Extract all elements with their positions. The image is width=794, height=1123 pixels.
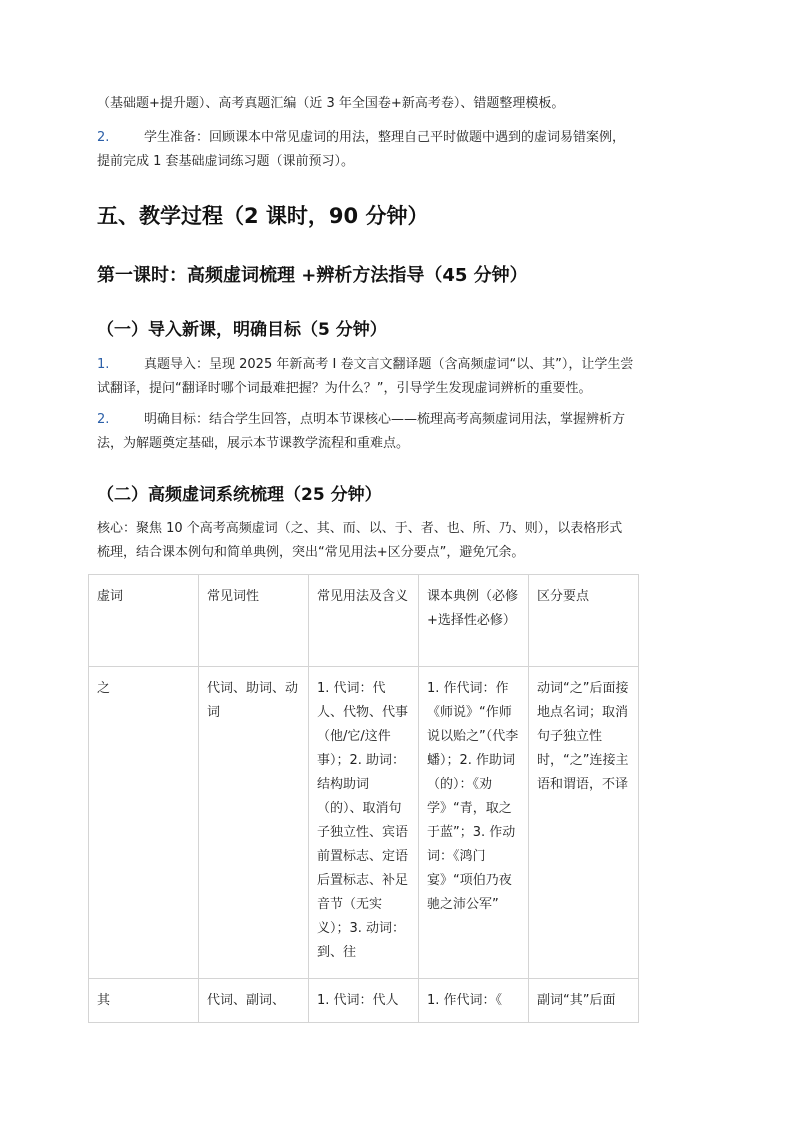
list-text: 明确目标：结合学生回答，点明本节课核心——梳理高考高频虚词用法，掌握辨析方 bbox=[144, 412, 626, 427]
table-cell-example: 1. 作代词：作《师说》“作师说以贻之”（代李蟠）；2. 作助词（的）：《劝学》“青，取之于蓝”；3. 作动词：《鸿门宴》“项伯乃夜驰之沛公军” bbox=[419, 667, 529, 979]
table-cell-word: 其 bbox=[89, 979, 199, 1023]
table-cell-pos: 代词、助词、动词 bbox=[199, 667, 309, 979]
intro-text-continuation: 梳理，结合课本例句和简单典例，突出“常见用法+区分要点”，避免冗余。 bbox=[97, 545, 525, 560]
table-cell-note: 副词“其”后面 bbox=[529, 979, 639, 1023]
list-number: 2. bbox=[97, 130, 110, 145]
list-item bbox=[97, 125, 625, 150]
table-header-cell: 常见用法及含义 bbox=[309, 575, 419, 667]
table-cell-note: 动词“之”后面接地点名词；取消句子独立性时，“之”连接主语和谓语，不译 bbox=[529, 667, 639, 979]
list-text: 真题导入：呈现 2025 年新高考 I 卷文言文翻译题（含高频虚词“以、其”），让学生尝 bbox=[144, 357, 634, 372]
list-text: 学生准备：回顾课本中常见虚词的用法，整理自己平时做题中遇到的虚词易错案例， bbox=[144, 130, 626, 145]
list-item-continuation: 试翻译，提问“翻译时哪个词最难把握？为什么？”，引导学生发现虚词辨析的重要性。 bbox=[97, 381, 592, 396]
table-cell-usage: 1. 代词：代人、代物、代事（他/它/这件事）；2. 助词：结构助词（的）、取消句子独立性、宾语前置标志、定语后置标志、补足音节（无实义）；3. 动词：到、往 bbox=[309, 667, 419, 979]
table-header-row bbox=[89, 575, 639, 667]
function-words-table bbox=[88, 574, 639, 1023]
table-cell-word: 之 bbox=[89, 667, 199, 979]
list-item bbox=[97, 352, 633, 377]
lesson-heading: 第一课时：高频虚词梳理 +辨析方法指导（45 分钟） bbox=[97, 265, 528, 286]
table-cell-pos: 代词、副词、 bbox=[199, 979, 309, 1023]
table-header-cell: 常见词性 bbox=[199, 575, 309, 667]
table-row bbox=[89, 667, 639, 979]
table-row bbox=[89, 979, 639, 1023]
intro-text: 核心：聚焦 10 个高考高频虚词（之、其、而、以、于、者、也、所、乃、则），以表格形式 bbox=[97, 521, 623, 536]
subsection-heading: （一）导入新课，明确目标（5 分钟） bbox=[97, 320, 387, 340]
subsection-heading: （二）高频虚词系统梳理（25 分钟） bbox=[97, 485, 382, 505]
table-header-cell: 虚词 bbox=[89, 575, 199, 667]
list-item bbox=[97, 407, 625, 432]
list-item-continuation: 法，为解题奠定基础，展示本节课教学流程和重难点。 bbox=[97, 436, 410, 451]
table-header-cell: 课本典例（必修+选择性必修） bbox=[419, 575, 529, 667]
table-cell-example: 1. 作代词：《 bbox=[419, 979, 529, 1023]
table-header-cell: 区分要点 bbox=[529, 575, 639, 667]
materials-line: （基础题+提升题）、高考真题汇编（近 3 年全国卷+新高考卷）、错题整理模板。 bbox=[97, 96, 565, 111]
list-number: 1. bbox=[97, 357, 110, 372]
section-heading: 五、教学过程（2 课时，90 分钟） bbox=[97, 204, 429, 228]
list-number: 2. bbox=[97, 412, 110, 427]
list-item-continuation: 提前完成 1 套基础虚词练习题（课前预习）。 bbox=[97, 154, 355, 169]
table-cell-usage: 1. 代词：代人 bbox=[309, 979, 419, 1023]
